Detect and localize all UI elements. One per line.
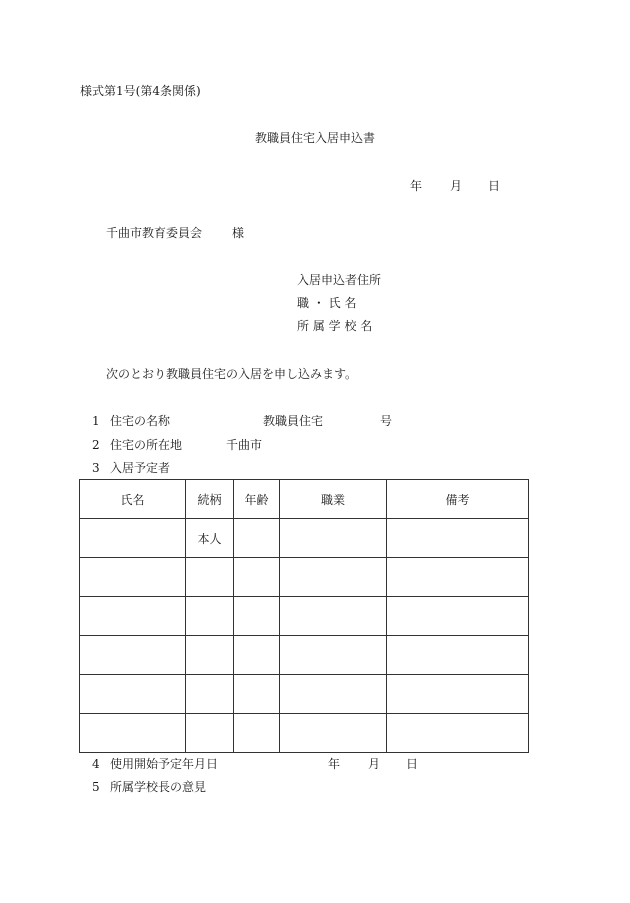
table-row <box>80 714 529 753</box>
table-row <box>80 636 529 675</box>
date-month-label: 月 <box>450 179 463 193</box>
item-house-location <box>92 437 182 453</box>
cell-remarks[interactable] <box>387 597 529 636</box>
application-statement: 次のとおり教職員住宅の入居を申し込みます。 <box>106 367 358 381</box>
cell-remarks[interactable] <box>387 558 529 597</box>
cell-occupation[interactable] <box>280 519 387 558</box>
applicant-address-label: 入居申込者住所 <box>297 273 382 287</box>
addressee-honorific: 様 <box>232 226 245 240</box>
header-age: 年齢 <box>234 480 280 519</box>
start-day-label: 日 <box>406 757 419 771</box>
applicant-name-label: 職 ・ 氏 名 <box>297 296 357 310</box>
form-number: 様式第1号(第4条関係) <box>80 84 201 98</box>
item-number: 1 <box>92 414 100 428</box>
header-name: 氏名 <box>80 480 186 519</box>
house-number-suffix: 号 <box>380 414 393 428</box>
item-label: 所属学校長の意見 <box>110 780 207 794</box>
table-row <box>80 675 529 714</box>
cell-relation[interactable] <box>186 558 234 597</box>
start-month-label: 月 <box>368 757 381 771</box>
cell-age[interactable] <box>234 636 280 675</box>
header-remarks: 備考 <box>387 480 529 519</box>
addressee-name: 千曲市教育委員会 <box>106 226 203 240</box>
date-day-label: 日 <box>488 179 501 193</box>
document-title: 教職員住宅入居申込書 <box>254 131 375 145</box>
house-location-value: 千曲市 <box>226 438 263 452</box>
cell-relation[interactable] <box>186 636 234 675</box>
cell-name[interactable] <box>80 519 186 558</box>
addressee <box>106 225 244 241</box>
item-planned-residents <box>92 460 170 476</box>
item-number: 2 <box>92 438 100 452</box>
cell-name[interactable] <box>80 675 186 714</box>
cell-relation[interactable] <box>186 675 234 714</box>
item-principal-opinion <box>92 779 206 795</box>
cell-relation-self: 本人 <box>186 519 234 558</box>
cell-name[interactable] <box>80 597 186 636</box>
start-year-label: 年 <box>328 757 341 771</box>
cell-remarks[interactable] <box>387 714 529 753</box>
item-label: 住宅の所在地 <box>110 438 183 452</box>
item-number: 4 <box>92 757 100 771</box>
start-date-fields <box>328 756 418 772</box>
table-row <box>80 558 529 597</box>
applicant-school-label: 所 属 学 校 名 <box>297 319 373 333</box>
cell-occupation[interactable] <box>280 714 387 753</box>
header-occupation: 職業 <box>280 480 387 519</box>
cell-remarks[interactable] <box>387 519 529 558</box>
cell-relation[interactable] <box>186 597 234 636</box>
house-name-value: 教職員住宅 <box>263 414 324 428</box>
date-year-label: 年 <box>410 179 423 193</box>
cell-age[interactable] <box>234 597 280 636</box>
cell-age[interactable] <box>234 519 280 558</box>
cell-occupation[interactable] <box>280 597 387 636</box>
cell-relation[interactable] <box>186 714 234 753</box>
item-house-name <box>92 413 170 429</box>
cell-remarks[interactable] <box>387 636 529 675</box>
cell-remarks[interactable] <box>387 675 529 714</box>
item-number: 3 <box>92 461 100 475</box>
date-line <box>410 178 500 194</box>
cell-name[interactable] <box>80 636 186 675</box>
cell-age[interactable] <box>234 675 280 714</box>
table-header-row <box>80 480 529 519</box>
cell-name[interactable] <box>80 558 186 597</box>
table-row <box>80 597 529 636</box>
residents-table <box>79 479 529 753</box>
header-relation: 続柄 <box>186 480 234 519</box>
cell-name[interactable] <box>80 714 186 753</box>
cell-age[interactable] <box>234 558 280 597</box>
item-label: 入居予定者 <box>110 461 171 475</box>
table-row <box>80 519 529 558</box>
item-label: 使用開始予定年月日 <box>110 757 219 771</box>
item-start-date <box>92 756 218 772</box>
cell-occupation[interactable] <box>280 558 387 597</box>
cell-occupation[interactable] <box>280 675 387 714</box>
item-number: 5 <box>92 780 100 794</box>
item-label: 住宅の名称 <box>110 414 171 428</box>
cell-age[interactable] <box>234 714 280 753</box>
cell-occupation[interactable] <box>280 636 387 675</box>
